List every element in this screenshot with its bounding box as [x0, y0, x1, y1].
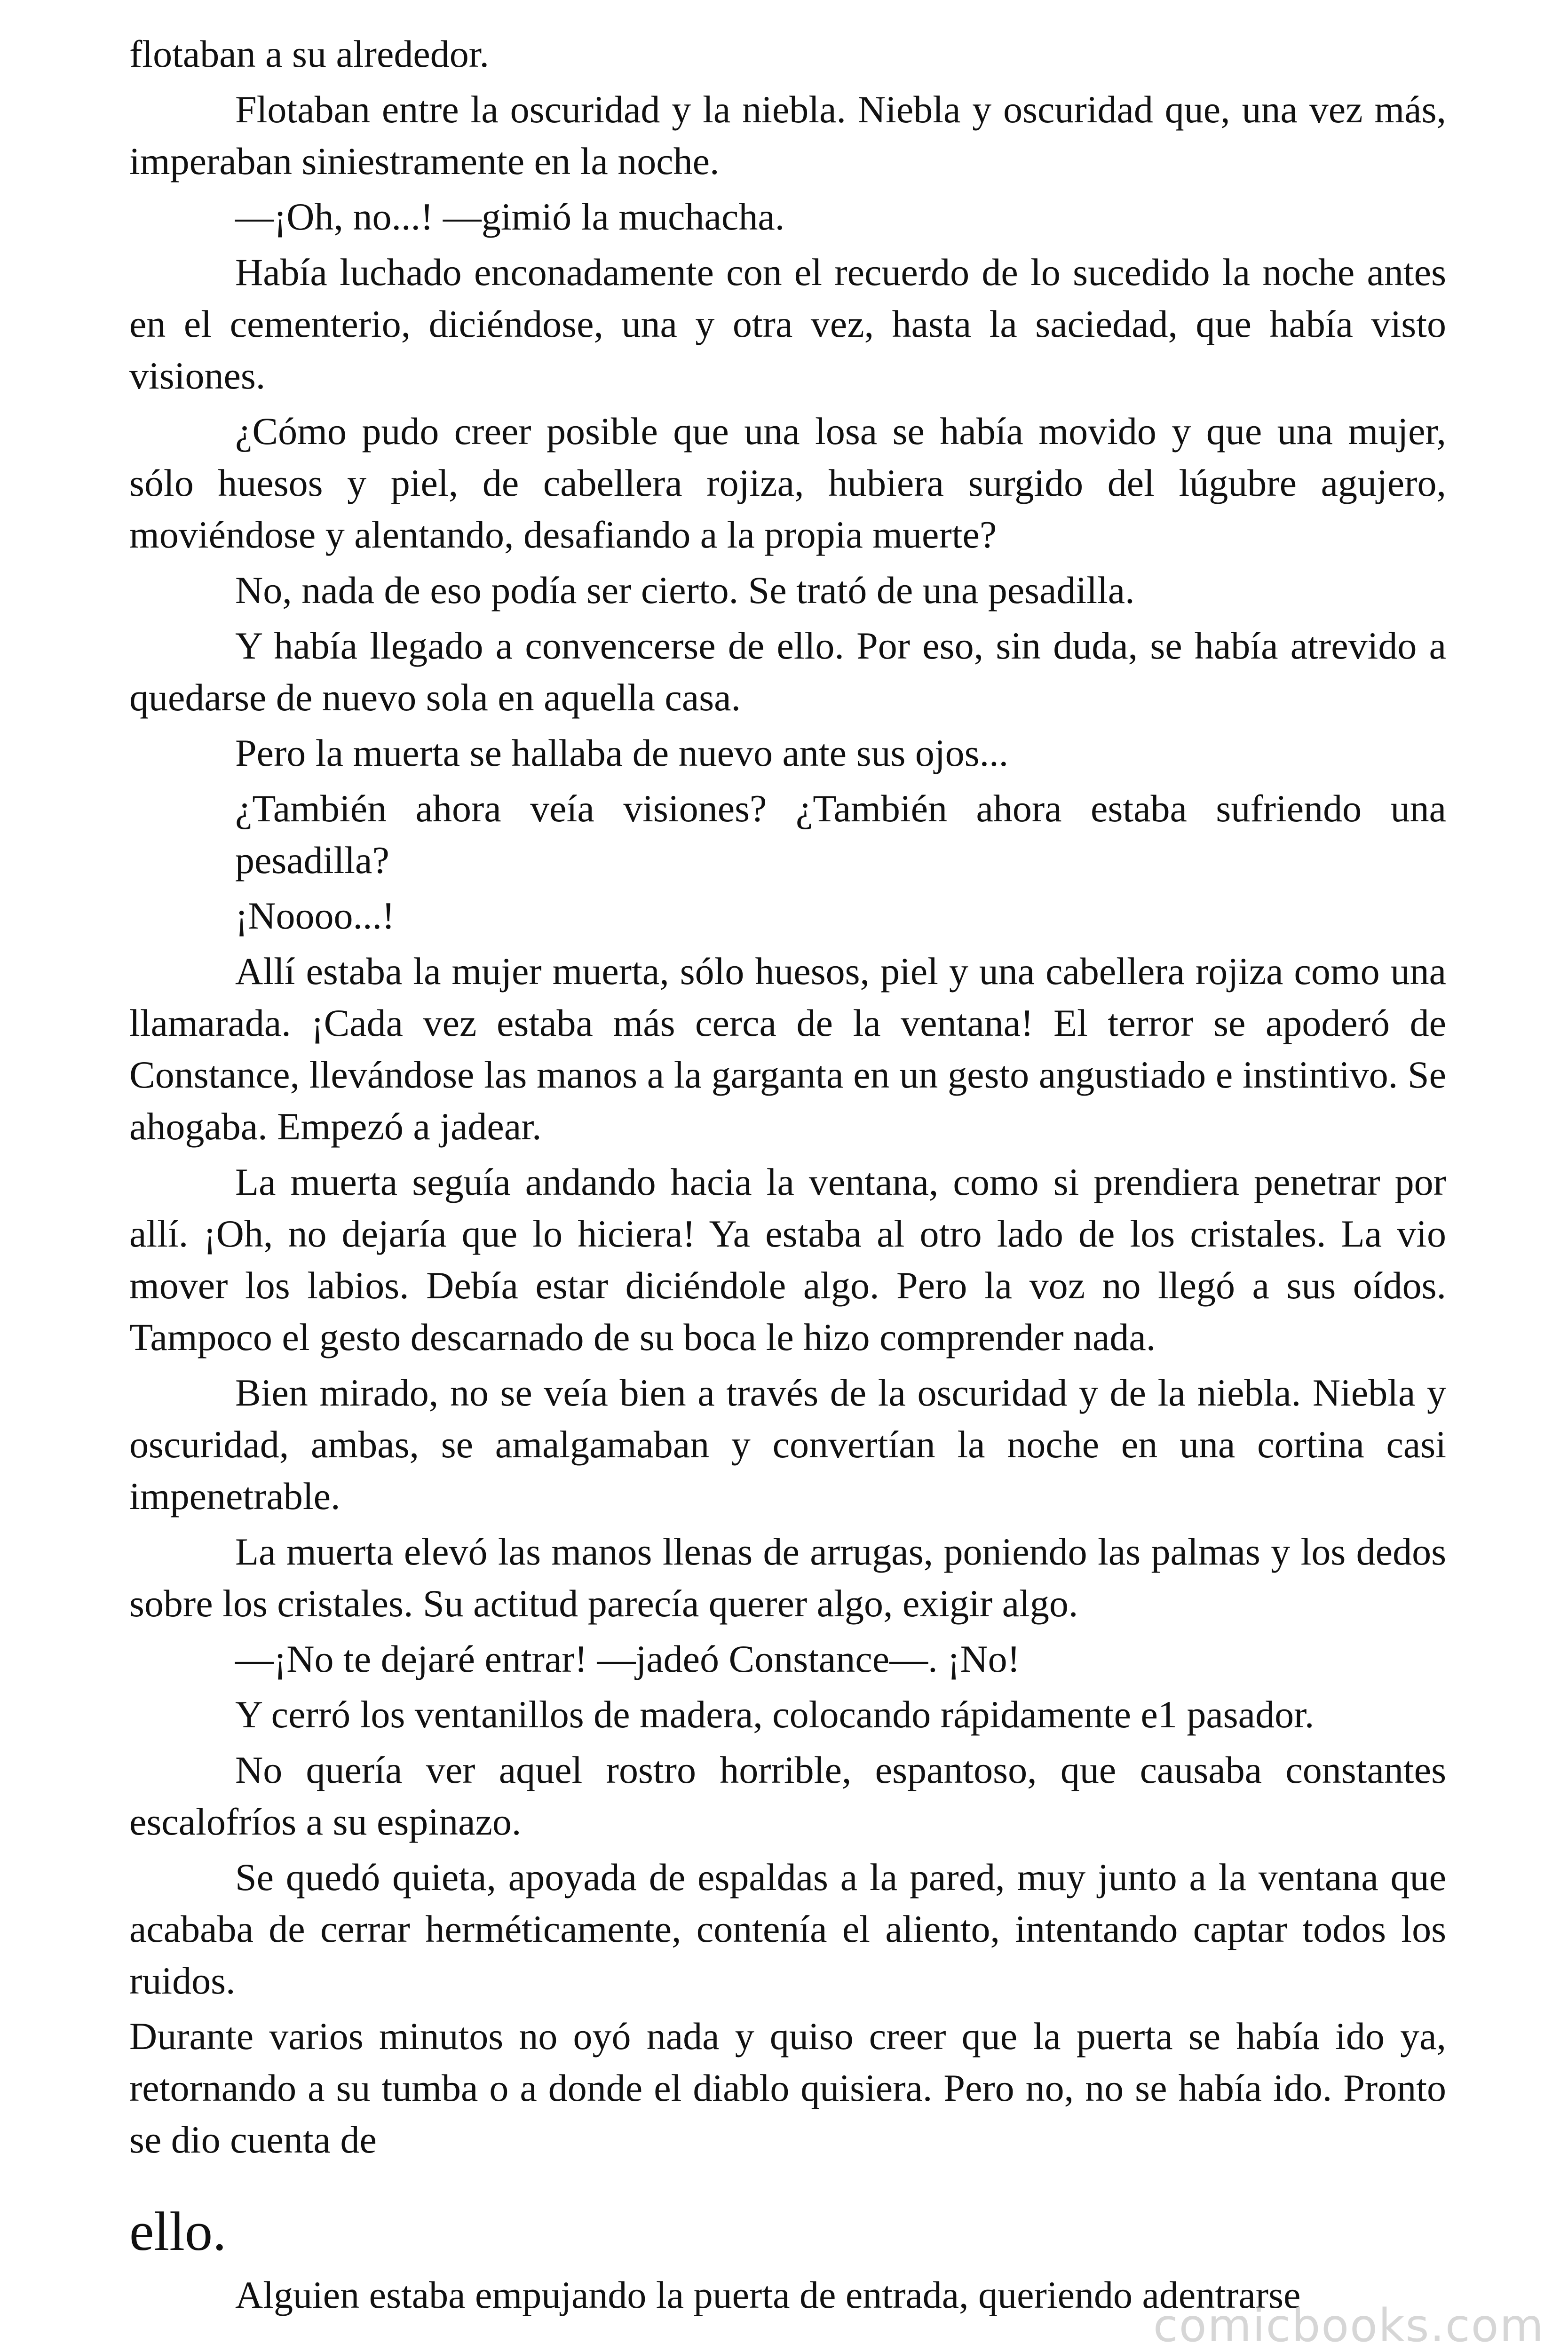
paragraph: Y había llegado a convencerse de ello. Por eso, sin duda, se había atrevido a quedarse de nuevo sola en aquella casa. — [129, 624, 1446, 719]
paragraph: flotaban a su alrededor. — [129, 32, 490, 75]
paragraph: No, nada de eso podía ser cierto. Se trató de una pesadilla. — [235, 569, 1135, 612]
paragraph: —¡No te dejaré entrar! —jadeó Constance—. ¡No! — [235, 1637, 1020, 1680]
paragraph: La muerta elevó las manos llenas de arrugas, poniendo las palmas y los dedos sobre los cristales. Su actitud parecía querer algo, exigir algo. — [129, 1530, 1446, 1625]
paragraph: ¡Noooo...! — [235, 894, 395, 937]
paragraph: Y cerró los ventanillos de madera, colocando rápidamente e1 pasador. — [235, 1693, 1315, 1736]
paragraph: Bien mirado, no se veía bien a través de la oscuridad y de la niebla. Niebla y oscuridad, ambas, se amalgamaban y convertían la noche en una cortina casi impenetrable. — [129, 1371, 1446, 1518]
paragraph: Había luchado enconadamente con el recuerdo de lo sucedido la noche antes en el cementerio, diciéndose, una y otra vez, hasta la saciedad, que había visto visiones. — [129, 251, 1446, 397]
paragraph-large: ello. — [129, 2201, 227, 2262]
paragraph: Pero la muerta se hallaba de nuevo ante sus ojos... — [235, 731, 1009, 774]
paragraph: Durante varios minutos no oyó nada y quiso creer que la puerta se había ido ya, retornando a su tumba o a donde el diablo quisiera. Pero no, no se había ido. Pronto se dio cuenta de — [129, 2015, 1446, 2161]
paragraph: Se quedó quieta, apoyada de espaldas a la pared, muy junto a la ventana que acababa de cerrar herméticamente, contenía el aliento, intentando captar todos los ruidos. — [129, 1856, 1446, 2002]
paragraph: No quería ver aquel rostro horrible, espantoso, que causaba constantes escalofríos a su espinazo. — [129, 1748, 1446, 1843]
paragraph: ¿También ahora veía visiones? ¿También ahora estaba sufriendo una pesadilla? — [235, 787, 1446, 882]
paragraph: —¡Oh, no...! —gimió la muchacha. — [235, 195, 785, 238]
paragraph: Allí estaba la mujer muerta, sólo huesos, piel y una cabellera rojiza como una llamarada. ¡Cada vez estaba más cerca de la ventana! El terror se apoderó de Constance, llevándose las manos a la garganta en un gesto angustiado e instintivo. Se ahogaba. Empezó a jadear. — [129, 950, 1446, 1148]
paragraph: Flotaban entre la oscuridad y la niebla. Niebla y oscuridad que, una vez más, imperaban siniestramente en la noche. — [129, 88, 1446, 183]
watermark: comicbooks.com — [1153, 2299, 1544, 2352]
paragraph: ¿Cómo pudo creer posible que una losa se había movido y que una mujer, sólo huesos y piel, de cabellera rojiza, hubiera surgido del lúgubre agujero, moviéndose y alentando, desafiando a la propia muerte? — [129, 410, 1446, 556]
body-text — [129, 28, 1446, 2321]
paragraph: Alguien estaba empujando la puerta de entrada, queriendo adentrarse — [235, 2273, 1301, 2316]
paragraph: La muerta seguía andando hacia la ventana, como si prendiera penetrar por allí. ¡Oh, no dejaría que lo hiciera! Ya estaba al otro lado de los cristales. La vio mover los labios. Debía estar diciéndole algo. Pero la voz no llegó a sus oídos. Tampoco el gesto descarnado de su boca le hizo comprender nada. — [129, 1160, 1446, 1359]
